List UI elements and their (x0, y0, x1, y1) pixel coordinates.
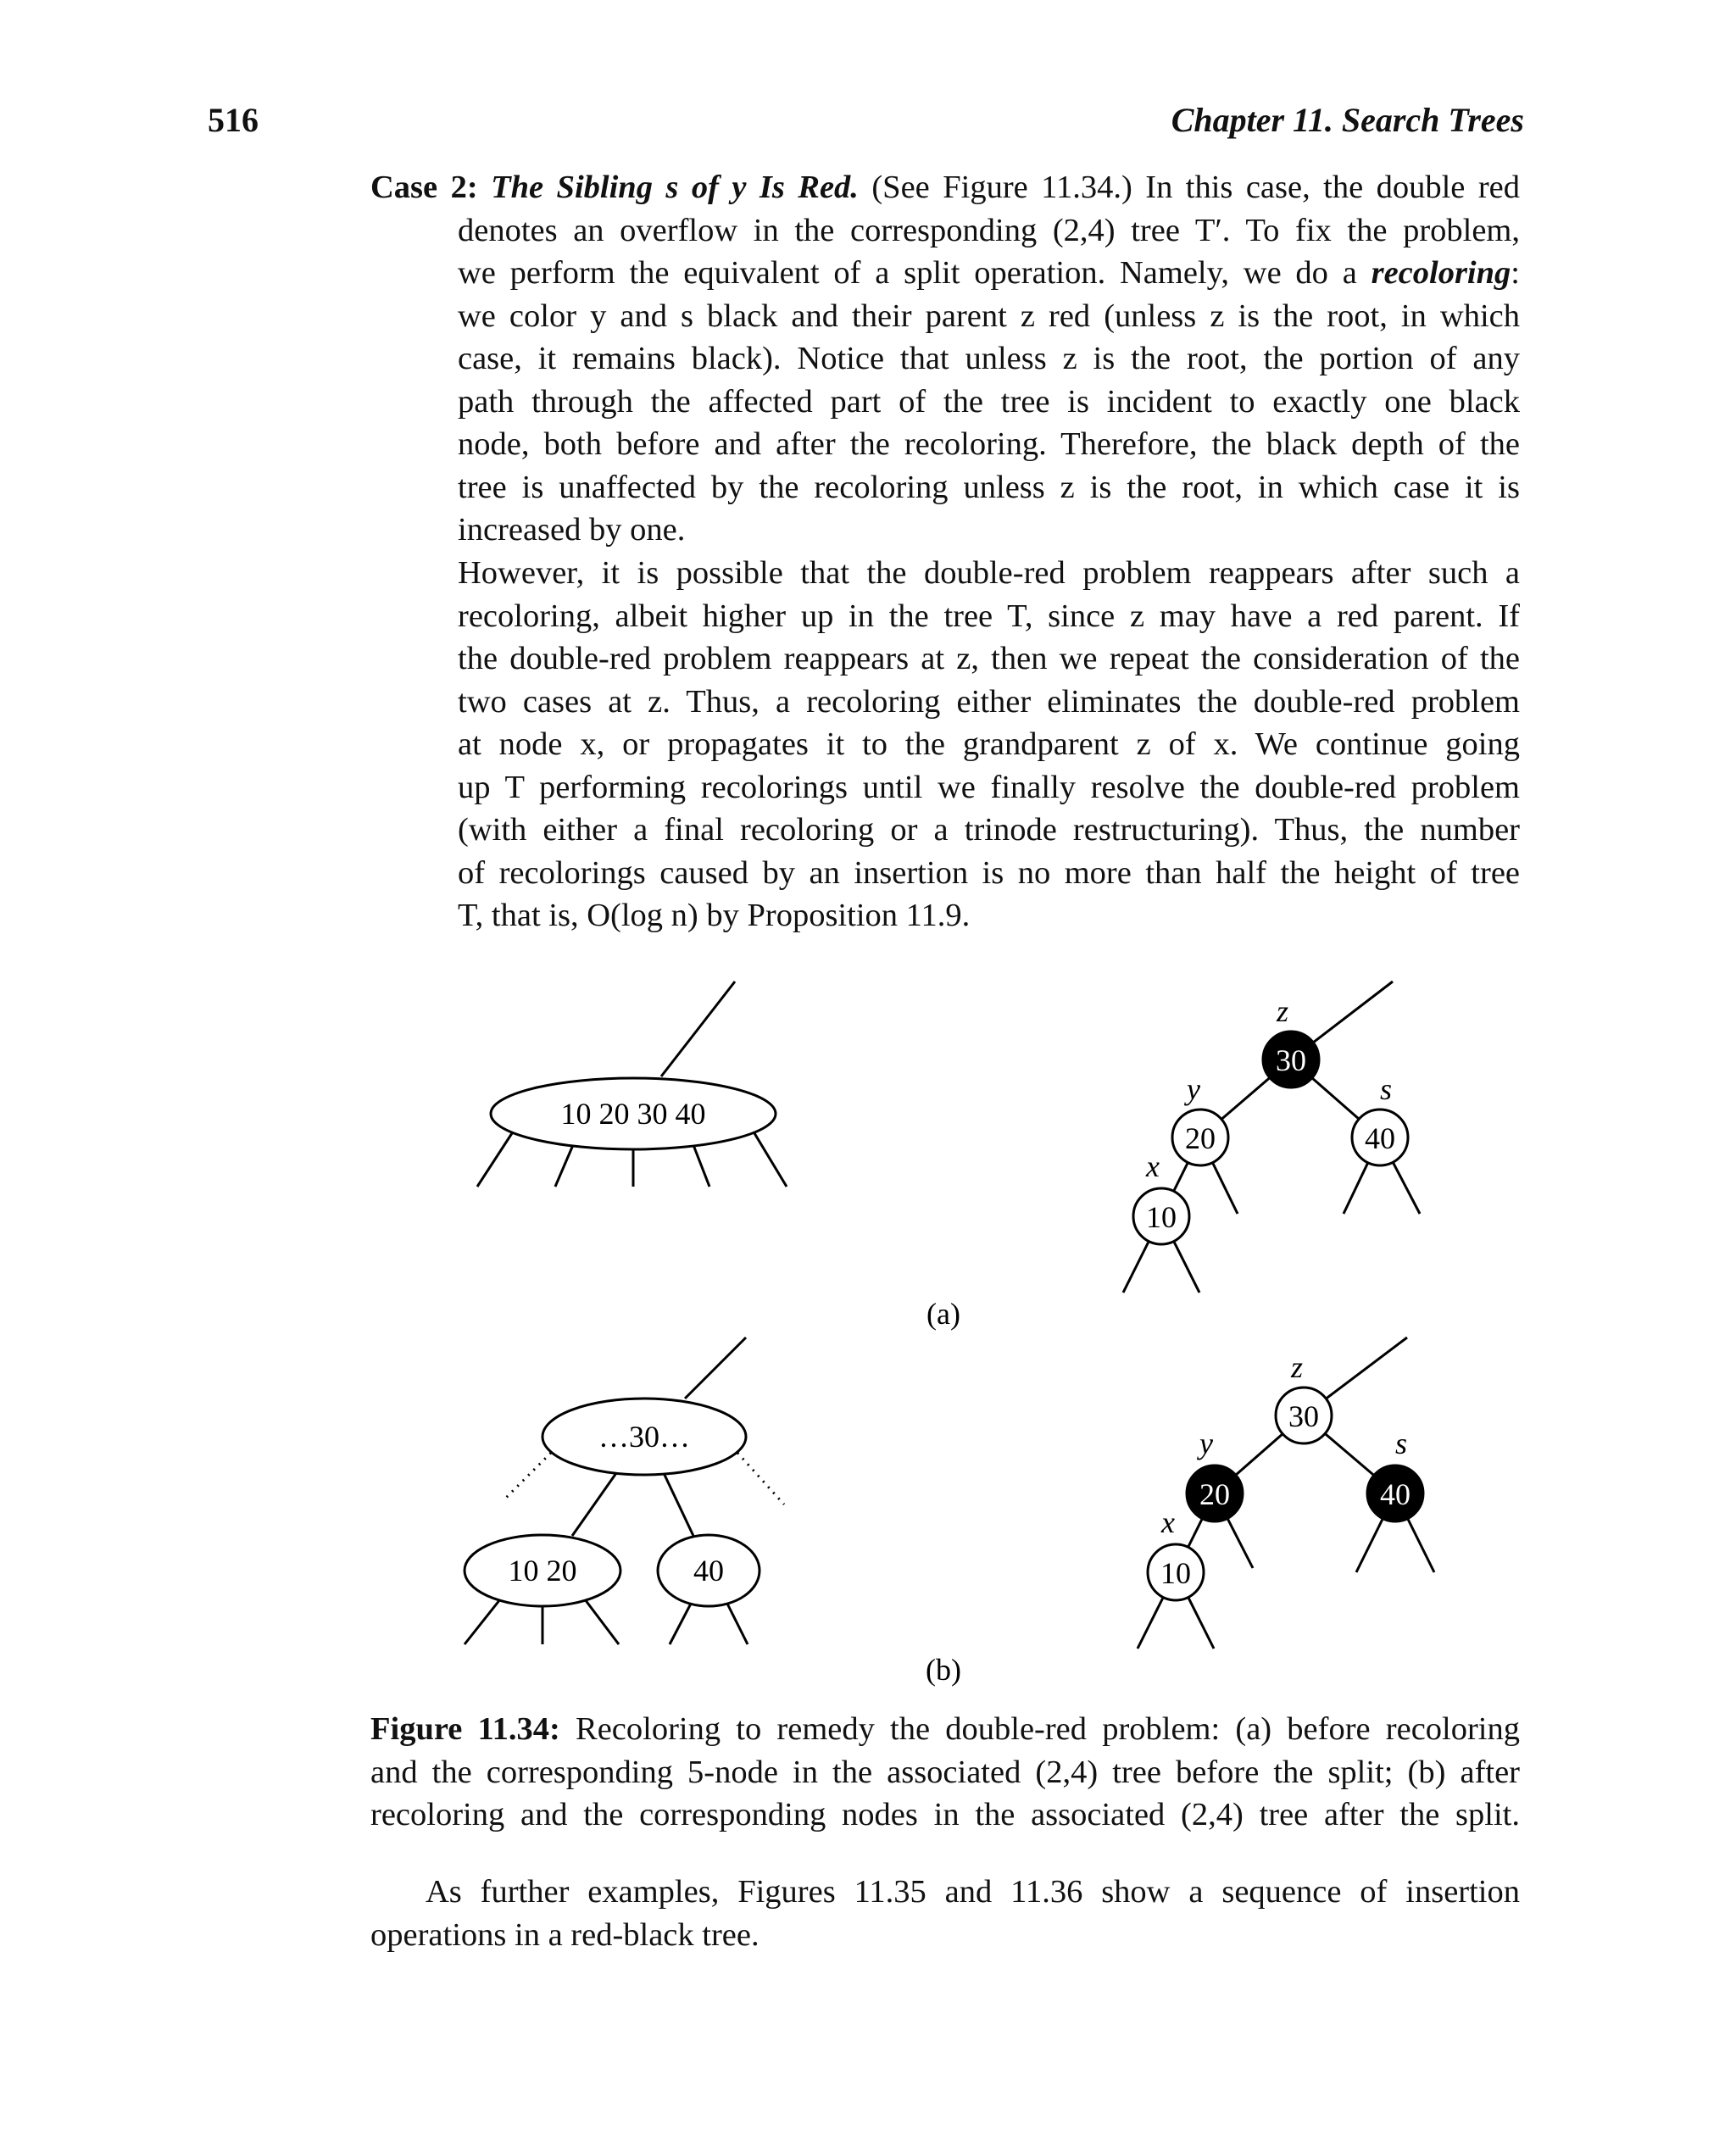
split-nodes-diagram (465, 1337, 784, 1644)
running-head: Chapter 11. Search Trees (1171, 101, 1524, 139)
case-2-title: The Sibling s of y Is Red. (491, 170, 859, 205)
node-x-key: 10 (1146, 1200, 1177, 1234)
paragraph-line: (with either a final recoloring or a trinode restructuring). Thus, the number (458, 812, 1520, 848)
label-y: y (1187, 1072, 1200, 1106)
node-y-key: 20 (1199, 1477, 1230, 1511)
parent-edge (661, 982, 735, 1076)
paragraph-line: operations in a red-black tree. (370, 1916, 760, 1953)
right-node-keys: 40 (693, 1554, 724, 1588)
figure-caption (370, 1708, 1520, 1837)
case-2-line-1: Case 2: The Sibling s of y Is Red. (See Figure 11.34.) In this case, the double red (370, 170, 1520, 205)
paragraph-line: recoloring, albeit higher up in the tree T, since z may have a red parent. If (458, 598, 1520, 634)
five-node-diagram (477, 982, 787, 1187)
caption-line: Figure 11.34: Recoloring to remedy the double-red problem: (a) before recoloring (370, 1711, 1520, 1747)
case-2-line: node, both before and after the recoloring. Therefore, the black depth of the (458, 426, 1520, 462)
case-2-line: case, it remains black). Notice that unless z is the root, the portion of any (458, 341, 1520, 376)
dotted-edge (504, 1453, 551, 1500)
parent-node-keys: …30… (598, 1420, 690, 1454)
paragraph-line: of recolorings caused by an insertion is no more than half the height of tree (458, 854, 1520, 891)
paragraph-line: As further examples, Figures 11.35 and 11.36 show a sequence of insertion (426, 1874, 1520, 1910)
paragraph-line: However, it is possible that the double-red problem reappears after such a (458, 555, 1520, 591)
node-x-key: 10 (1160, 1556, 1191, 1590)
case-2-line: denotes an overflow in the corresponding (2,4) tree T′. To fix the problem, (458, 212, 1520, 248)
recoloring-term: recoloring (1371, 255, 1511, 291)
caption-label: Figure 11.34: (370, 1711, 560, 1747)
five-node-keys: 10 20 30 40 (560, 1097, 706, 1131)
case-2-line: we color y and s black and their parent z red (unless z is the root, in which (458, 298, 1520, 334)
left-node-keys: 10 20 (508, 1554, 577, 1588)
label-y: y (1199, 1426, 1213, 1460)
case-2-line: increased by one. (458, 512, 686, 548)
label-s: s (1379, 1072, 1393, 1106)
child-edge (754, 1133, 787, 1187)
label-x: x (1146, 1149, 1160, 1183)
child-edge (555, 1145, 573, 1187)
node-z-key: 30 (1288, 1399, 1319, 1433)
child-edge (477, 1133, 512, 1187)
label-z: z (1276, 994, 1289, 1028)
node-z-key: 30 (1276, 1043, 1306, 1077)
subfigure-b-label: (b) (926, 1653, 961, 1687)
case-2-label: Case 2: (370, 170, 478, 205)
label-z: z (1290, 1350, 1304, 1384)
paragraph-line: two cases at z. Thus, a recoloring either eliminates the double-red problem (458, 683, 1520, 720)
caption-line: recoloring and the corresponding nodes in the associated (2,4) tree after the split. (370, 1797, 1520, 1832)
paragraph-line: at node x, or propagates it to the grandparent z of x. We continue going (458, 726, 1520, 762)
dotted-edge (737, 1453, 784, 1504)
subfigure-a-label: (a) (926, 1297, 960, 1331)
caption-line: and the corresponding 5-node in the associated (2,4) tree before the split; (b) after (370, 1754, 1520, 1790)
parent-edge (685, 1337, 746, 1399)
child-edge (693, 1145, 709, 1187)
node-s-key: 40 (1380, 1477, 1410, 1511)
case-2-line: tree is unaffected by the recoloring unless z is the root, in which case it is (458, 469, 1520, 505)
node-y-key: 20 (1185, 1121, 1216, 1155)
paragraph-line: T, that is, O(log n) by Proposition 11.9. (458, 898, 971, 933)
label-s: s (1394, 1426, 1408, 1460)
case-2-line: path through the affected part of the tree is incident to exactly one black (458, 383, 1520, 420)
paragraph-line: the double-red problem reappears at z, then we repeat the consideration of the (458, 641, 1520, 676)
case-2-line: we perform the equivalent of a split operation. Namely, we do a recoloring: (458, 255, 1520, 291)
examples-paragraph (370, 1871, 1520, 1956)
node-s-key: 40 (1365, 1121, 1395, 1155)
label-x: x (1161, 1505, 1175, 1539)
page-number: 516 (208, 101, 259, 139)
paragraph-line: up T performing recolorings until we finally resolve the double-red problem (458, 769, 1520, 805)
